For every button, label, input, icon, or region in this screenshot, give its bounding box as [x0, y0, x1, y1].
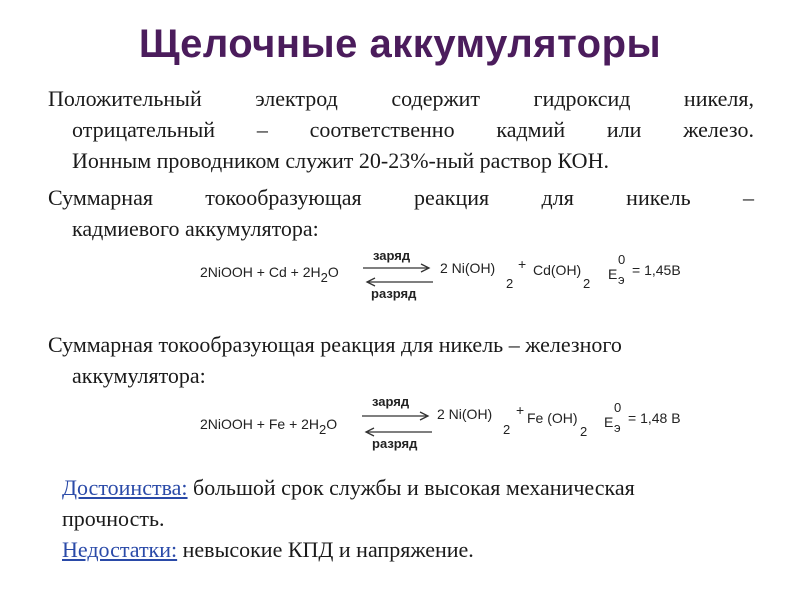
reaction-nickel-cadmium — [200, 248, 700, 308]
emf-symbol: E — [604, 414, 614, 430]
disadvantages-text: невысокие КПД и напряжение. — [177, 537, 474, 562]
page-title: Щелочные аккумуляторы — [138, 22, 662, 66]
paragraph-line: Суммарная токообразующая реакция для никель – — [48, 185, 754, 210]
charge-label: заряд — [373, 248, 411, 263]
reactants: 2NiOOH + Fe + 2H2O — [200, 416, 338, 437]
discharge-label: разряд — [371, 286, 417, 301]
paragraph-line: отрицательный – соответственно кадмий или железо. — [72, 117, 754, 142]
paragraph-line: кадмиевого аккумулятора: — [72, 216, 319, 241]
emf-value: = 1,45В — [632, 262, 681, 278]
advantages-text: большой срок службы и высокая механическая — [187, 475, 635, 500]
charge-label: заряд — [372, 394, 410, 409]
advantages-text-cont: прочность. — [62, 506, 165, 531]
paragraph-line: Суммарная токообразующая реакция для никель – железного — [48, 332, 622, 357]
disadvantages-link[interactable]: Недостатки: — [62, 537, 178, 562]
subscript: 2 — [503, 422, 511, 437]
paragraph-line: Положительный электрод содержит гидроксид никеля, — [48, 86, 754, 111]
emf-superscript: 0 — [614, 400, 622, 415]
plus-sign: + — [518, 256, 527, 272]
paragraph-line: аккумулятора: — [72, 363, 206, 388]
discharge-label: разряд — [372, 436, 418, 451]
advantages-block — [62, 472, 752, 565]
subscript: 2 — [506, 276, 514, 291]
plus-sign: + — [516, 402, 525, 418]
subscript: 2 — [580, 424, 588, 439]
product-cadmium-hydroxide: Cd(OH) — [533, 262, 582, 278]
product-nickel-hydroxide: 2 Ni(OH) — [437, 406, 493, 422]
subscript: 2 — [583, 276, 591, 291]
product-nickel-hydroxide: 2 Ni(OH) — [440, 260, 496, 276]
product-iron-hydroxide: Fe (OH) — [527, 410, 578, 426]
emf-symbol: E — [608, 266, 618, 282]
emf-superscript: 0 — [618, 252, 626, 267]
emf-subscript: э — [618, 272, 625, 287]
reactants: 2NiOOH + Cd + 2H2O — [200, 264, 339, 285]
paragraph-nicd-intro — [48, 182, 754, 244]
emf-subscript: э — [614, 420, 621, 435]
paragraph-electrodes — [48, 83, 754, 176]
advantages-link[interactable]: Достоинства: — [62, 475, 188, 500]
reaction-nickel-iron — [200, 394, 700, 454]
paragraph-line: Ионным проводником служит 20-23%-ный раствор КОН. — [72, 148, 609, 173]
emf-value: = 1,48 В — [628, 410, 681, 426]
paragraph-nife-intro — [48, 329, 754, 391]
